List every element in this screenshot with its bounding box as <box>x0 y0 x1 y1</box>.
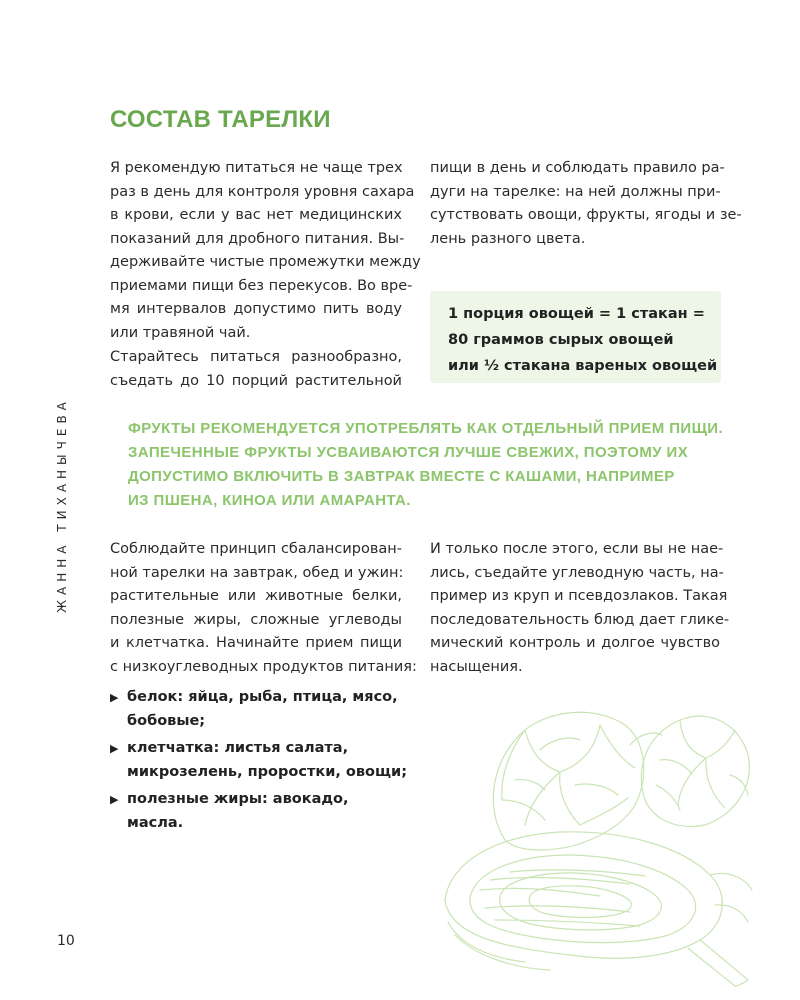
text-line: и клетчатка. Начинайте прием пищи <box>110 635 402 651</box>
text-line: лись, съедайте углеводную часть, на- <box>430 564 724 581</box>
text-line: Я рекомендую питаться не чаще трех <box>110 160 403 176</box>
text-line: мя интервалов допустимо пить воду <box>110 301 402 317</box>
text-line: дуги на тарелке: на ней должны при- <box>430 183 721 200</box>
page-title: СОСТАВ ТАРЕЛКИ <box>110 106 331 133</box>
bullet-arrow-icon: ▶ <box>110 793 119 806</box>
list-item-line: микрозелень, проростки, овощи; <box>127 763 407 780</box>
text-line: с низкоуглеводных продуктов питания: <box>110 658 417 675</box>
paragraph-balanced-plate <box>110 538 417 679</box>
list-item <box>110 737 430 784</box>
list-item <box>110 686 430 733</box>
fruit-highlight-quote <box>128 417 748 513</box>
bullet-arrow-icon: ▶ <box>110 742 119 755</box>
text-line: Старайтесь питаться разнообразно, <box>110 349 402 365</box>
paragraph-variety <box>110 346 402 393</box>
text-line: растительные или животные белки, <box>110 588 402 604</box>
callout-line: 80 граммов сырых овощей <box>448 332 674 348</box>
text-line: приемами пищи без перекусов. Во вре- <box>110 277 413 294</box>
text-line: пищи в день и соблюдать правило ра- <box>430 160 725 176</box>
highlight-line: ФРУКТЫ РЕКОМЕНДУЕТСЯ УПОТРЕБЛЯТЬ КАК ОТДЕЛЬНЫЙ ПРИЕМ ПИЩИ. <box>128 420 724 437</box>
text-line: И только после этого, если вы не нае- <box>430 541 724 557</box>
paragraph-meal-frequency <box>110 157 421 345</box>
callout-line: 1 порция овощей = 1 стакан = <box>448 306 705 322</box>
text-line: раз в день для контроля уровня сахара <box>110 183 415 200</box>
highlight-line: ИЗ ПШЕНА, КИНОА ИЛИ АМАРАНТА. <box>128 492 411 509</box>
text-line: съедать до 10 порций растительной <box>110 372 402 389</box>
list-item-line: полезные жиры: авокадо, <box>127 791 349 807</box>
paragraph-rainbow-rule <box>430 157 742 251</box>
paragraph-carbs-after <box>430 538 730 679</box>
text-line: Соблюдайте принцип сбалансирован- <box>110 541 402 557</box>
running-head-author <box>52 397 72 613</box>
list-item <box>110 788 430 835</box>
text-line: в крови, если у вас нет медицинских <box>110 207 402 223</box>
highlight-line: ЗАПЕЧЕННЫЕ ФРУКТЫ УСВАИВАЮТСЯ ЛУЧШЕ СВЕЖИХ, ПОЭТОМУ ИХ <box>128 444 689 461</box>
text-line: последовательность блюд дает глике- <box>430 611 730 628</box>
text-line: показаний для дробного питания. Вы- <box>110 230 405 247</box>
text-line: полезные жиры, сложные углеводы <box>110 611 402 628</box>
text-line: сутствовать овощи, фрукты, ягоды и зе- <box>430 207 742 223</box>
page-number: 10 <box>57 933 75 949</box>
list-item-line: бобовые; <box>127 712 206 729</box>
text-line: или травяной чай. <box>110 324 251 341</box>
text-line: насыщения. <box>430 658 523 675</box>
food-list <box>110 686 430 839</box>
callout-line: или ½ стакана вареных овощей <box>448 358 718 374</box>
list-item-line: белок: яйца, рыба, птица, мясо, <box>127 689 398 705</box>
text-line: мический контроль и долгое чувство <box>430 635 720 651</box>
highlight-line: ДОПУСТИМО ВКЛЮЧИТЬ В ЗАВТРАК ВМЕСТЕ С КАШАМИ, НАПРИМЕР <box>128 468 675 485</box>
artichoke-illustration-icon <box>430 690 770 990</box>
author-name: ЖАННА ТИХАНЫЧЕВА <box>55 397 69 613</box>
portion-callout-box <box>430 291 721 383</box>
text-line: лень разного цвета. <box>430 230 586 247</box>
text-line: ной тарелки на завтрак, обед и ужин: <box>110 564 404 581</box>
text-line: пример из круп и псевдозлаков. Такая <box>430 588 728 604</box>
list-item-line: масла. <box>127 814 184 831</box>
list-item-line: клетчатка: листья салата, <box>127 740 349 756</box>
bullet-arrow-icon: ▶ <box>110 691 119 704</box>
text-line: держивайте чистые промежутки между <box>110 254 421 270</box>
